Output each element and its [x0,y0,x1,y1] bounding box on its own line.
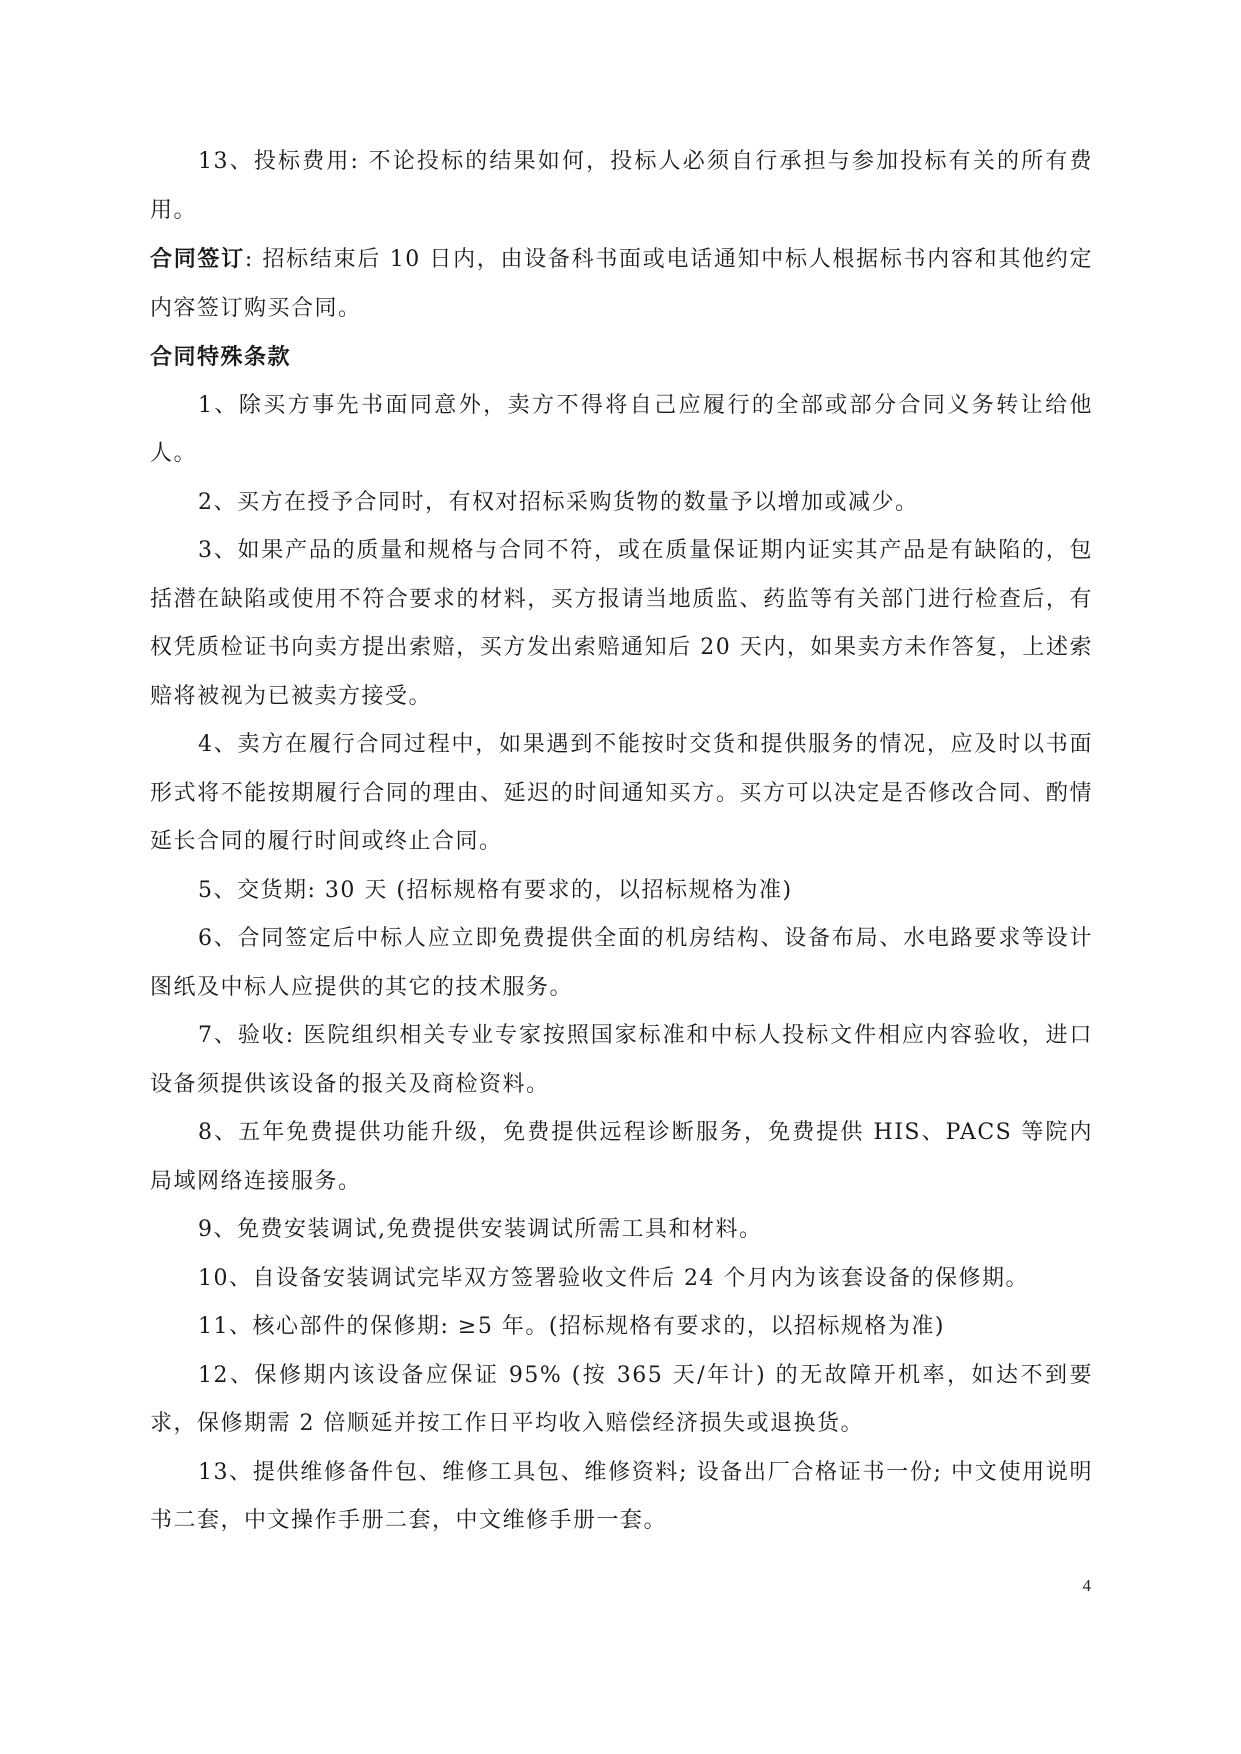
special-term-item: 3、如果产品的质量和规格与合同不符，或在质量保证期内证实其产品是有缺陷的，包括潜在缺陷或使用不符合要求的材料，买方报请当地质监、药监等有关部门进行检查后，有权凭质检证书向卖方提出索赔，买方发出索赔通知后 20 天内，如果卖方未作答复，上述索赔将被视为已被卖方接受。 [150,538,1093,709]
special-term-item: 11、核心部件的保修期: ≥5 年。(招标规格有要求的，以招标规格为准) [198,1314,945,1339]
special-term-item: 8、五年免费提供功能升级，免费提供远程诊断服务，免费提供 HIS、PACS 等院内局域网络连接服务。 [150,1120,1093,1194]
special-term-item: 6、合同签定后中标人应立即免费提供全面的机房结构、设备布局、水电路要求等设计图纸及中标人应提供的其它的技术服务。 [150,926,1093,1000]
special-term-item: 10、自设备安装调试完毕双方签署验收文件后 24 个月内为该套设备的保修期。 [198,1265,1029,1291]
contract-signing-label: 合同签订 [150,246,245,272]
document-page [150,138,1093,1546]
special-terms-heading: 合同特殊条款 [150,344,292,370]
special-term-item: 7、验收: 医院组织相关专业专家按照国家标准和中标人投标文件相应内容验收，进口设备须提供该设备的报关及商检资料。 [150,1023,1093,1097]
special-term-item: 9、免费安装调试,免费提供安装调试所需工具和材料。 [198,1217,763,1242]
page-number: 4 [1082,1576,1091,1595]
special-term-item: 4、卖方在履行合同过程中，如果遇到不能按时交货和提供服务的情况，应及时以书面形式将不能按期履行合同的理由、延迟的时间通知买方。买方可以决定是否修改合同、酌情延长合同的履行时间或终止合同。 [150,732,1093,854]
special-term-item: 5、交货期: 30 天 (招标规格有要求的，以招标规格为准) [198,877,793,903]
bid-cost-clause: 13、投标费用: 不论投标的结果如何，投标人必须自行承担与参加投标有关的所有费用。 [150,149,1093,223]
special-term-item: 12、保修期内该设备应保证 95% (按 365 天/年计) 的无故障开机率，如达不到要求，保修期需 2 倍顺延并按工作日平均收入赔偿经济损失或退换货。 [150,1362,1093,1436]
special-term-item: 13、提供维修备件包、维修工具包、维修资料; 设备出厂合格证书一份; 中文使用说明书二套，中文操作手册二套，中文维修手册一套。 [150,1459,1093,1533]
special-term-item: 2、买方在授予合同时，有权对招标采购货物的数量予以增加或减少。 [198,489,919,515]
contract-signing-clause [150,235,1093,333]
special-term-item: 1、除买方事先书面同意外，卖方不得将自己应履行的全部或部分合同义务转让给他人。 [150,392,1093,466]
contract-signing-text: : 招标结束后 10 日内，由设备科书面或电话通知中标人根据标书内容和其他约定内容签订购买合同。 [150,247,1093,321]
